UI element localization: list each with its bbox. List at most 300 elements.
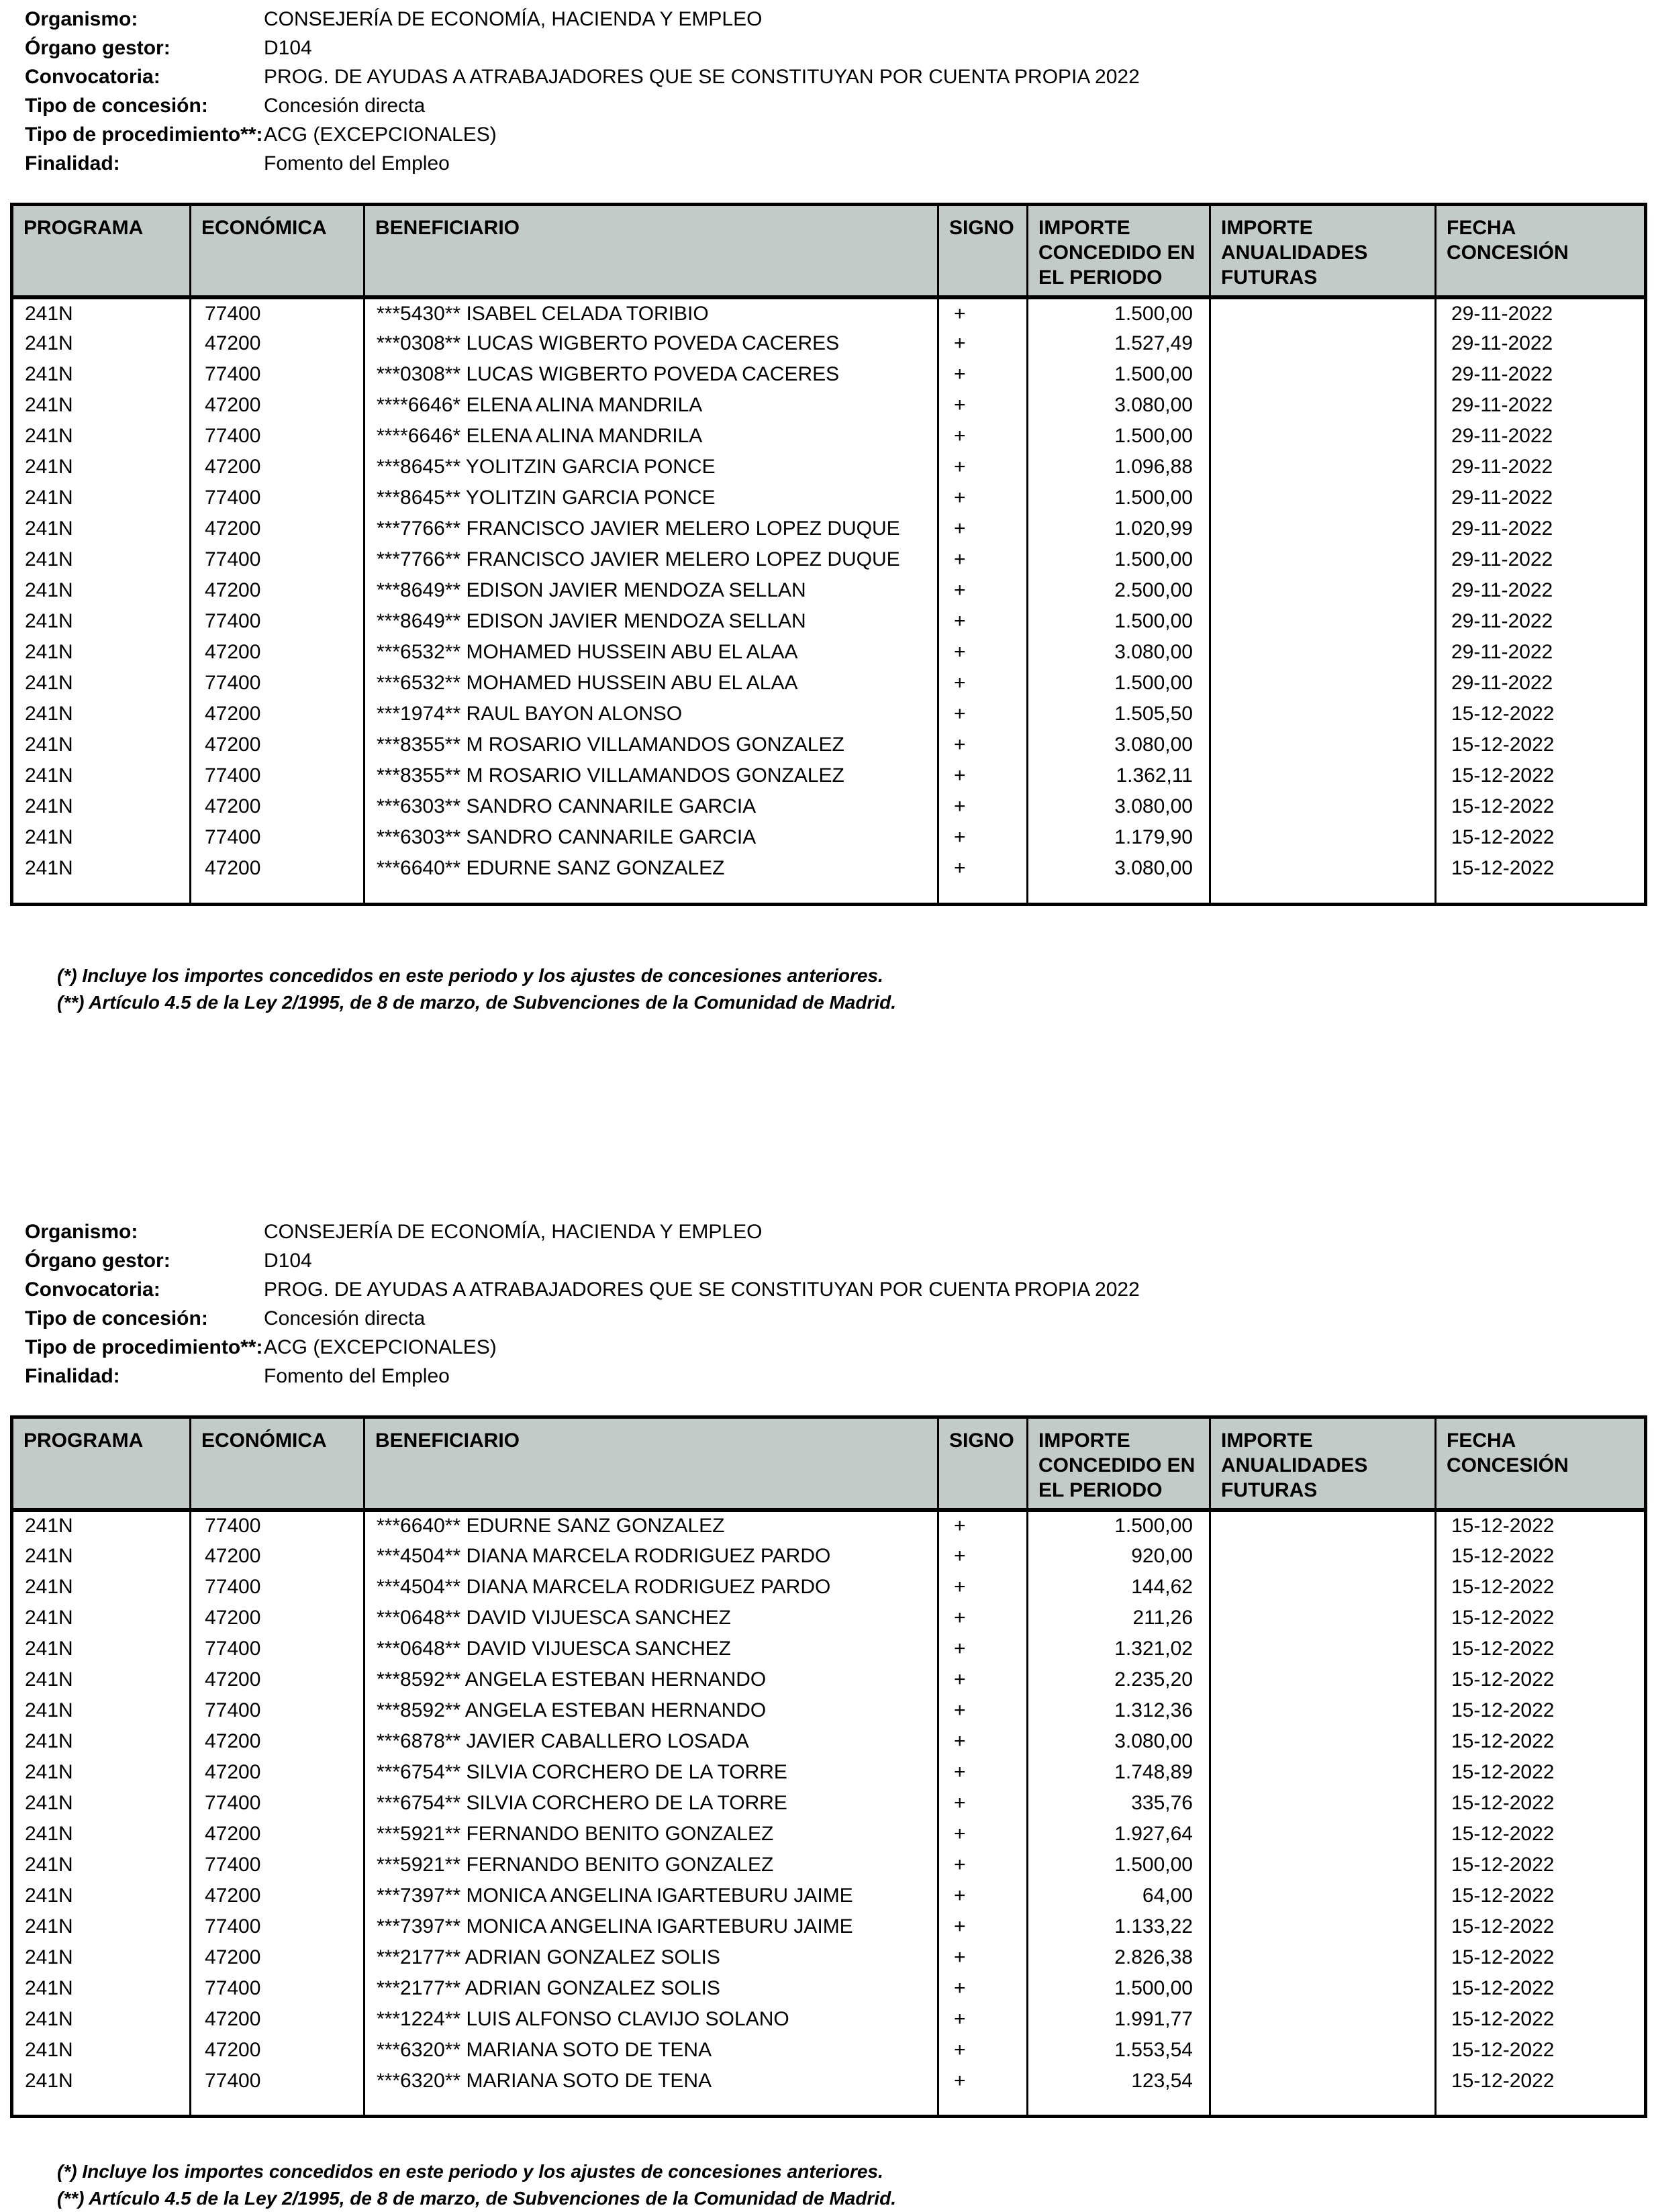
cell-economica: 77400 [191,1850,364,1880]
cell-importe-anualidades [1210,1695,1436,1726]
cell-programa: 241N [12,328,191,359]
cell-fecha-concesion: 15-12-2022 [1436,1633,1646,1664]
table-row [12,452,1646,483]
cell-economica: 47200 [191,699,364,730]
cell-importe-anualidades [1210,2004,1436,2035]
table-row [12,2035,1646,2066]
column-header-beneficiario: BENEFICIARIO [364,205,938,298]
cell-importe-anualidades [1210,359,1436,390]
cell-economica: 47200 [191,1603,364,1633]
table-row [12,1541,1646,1572]
cell-importe-concedido: 3.080,00 [1028,637,1210,668]
cell-beneficiario: ***7397** MONICA ANGELINA IGARTEBURU JAIME [364,1880,938,1911]
cell-programa: 241N [12,1510,191,1541]
cell-economica: 77400 [191,1572,364,1603]
column-header-importe-anualidades: IMPORTE ANUALIDADES FUTURAS [1210,205,1436,298]
table-row [12,359,1646,390]
cell-economica: 47200 [191,2004,364,2035]
cell-importe-anualidades [1210,1880,1436,1911]
cell-economica: 47200 [191,2035,364,2066]
cell-programa: 241N [12,1695,191,1726]
spacer-cell [364,2097,938,2117]
cell-importe-concedido: 64,00 [1028,1880,1210,1911]
info-value-organismo: CONSEJERÍA DE ECONOMÍA, HACIENDA Y EMPLEO [264,8,1654,31]
spacer-cell [12,884,191,904]
cell-importe-concedido: 1.500,00 [1028,359,1210,390]
footnote-double-asterisk: (**) Artículo 4.5 de la Ley 2/1995, de 8 de marzo, de Subvenciones de la Comunidad de Madrid. [57,2185,1654,2212]
cell-importe-anualidades [1210,699,1436,730]
info-row-organo-gestor [25,37,1654,66]
cell-fecha-concesion: 15-12-2022 [1436,822,1646,853]
footnotes [57,962,1654,1016]
info-value-tipo-concesion: Concesión directa [264,1307,1654,1330]
cell-economica: 77400 [191,1695,364,1726]
cell-importe-concedido: 1.321,02 [1028,1633,1210,1664]
table-row [12,606,1646,637]
table-row [12,1973,1646,2004]
cell-beneficiario: ***0648** DAVID VIJUESCA SANCHEZ [364,1633,938,1664]
spacer-cell [1210,2097,1436,2117]
cell-programa: 241N [12,1973,191,2004]
cell-beneficiario: ***6532** MOHAMED HUSSEIN ABU EL ALAA [364,637,938,668]
cell-signo: + [938,1541,1028,1572]
cell-signo: + [938,1973,1028,2004]
cell-importe-anualidades [1210,421,1436,452]
cell-importe-concedido: 144,62 [1028,1572,1210,1603]
info-row-organo-gestor [25,1250,1654,1278]
cell-importe-concedido: 1.096,88 [1028,452,1210,483]
cell-importe-concedido: 1.179,90 [1028,822,1210,853]
cell-beneficiario: ***8355** M ROSARIO VILLAMANDOS GONZALEZ [364,760,938,791]
footnote-double-asterisk: (**) Artículo 4.5 de la Ley 2/1995, de 8 de marzo, de Subvenciones de la Comunidad de Madrid. [57,989,1654,1016]
cell-importe-anualidades [1210,606,1436,637]
column-header-signo: SIGNO [938,205,1028,298]
cell-economica: 47200 [191,791,364,822]
spacer-cell [12,2097,191,2117]
column-header-fecha-concesion: FECHA CONCESIÓN [1436,1417,1646,1510]
info-label-tipo-procedimiento: Tipo de procedimiento**: [25,1336,264,1359]
cell-fecha-concesion: 15-12-2022 [1436,1819,1646,1850]
cell-signo: + [938,1911,1028,1942]
table-row [12,853,1646,884]
cell-fecha-concesion: 29-11-2022 [1436,390,1646,421]
cell-signo: + [938,513,1028,544]
info-value-finalidad: Fomento del Empleo [264,152,1654,175]
cell-beneficiario: ***6303** SANDRO CANNARILE GARCIA [364,822,938,853]
cell-fecha-concesion: 15-12-2022 [1436,1695,1646,1726]
cell-fecha-concesion: 15-12-2022 [1436,1757,1646,1788]
cell-importe-concedido: 1.527,49 [1028,328,1210,359]
cell-beneficiario: ***2177** ADRIAN GONZALEZ SOLIS [364,1973,938,2004]
info-row-tipo-concesion [25,1307,1654,1336]
cell-beneficiario: ***1224** LUIS ALFONSO CLAVIJO SOLANO [364,2004,938,2035]
cell-programa: 241N [12,2035,191,2066]
cell-economica: 47200 [191,1541,364,1572]
column-header-programa: PROGRAMA [12,1417,191,1510]
table-row [12,421,1646,452]
cell-fecha-concesion: 29-11-2022 [1436,575,1646,606]
cell-signo: + [938,1850,1028,1880]
cell-fecha-concesion: 29-11-2022 [1436,544,1646,575]
column-header-programa: PROGRAMA [12,205,191,298]
cell-signo: + [938,699,1028,730]
cell-importe-concedido: 1.500,00 [1028,1510,1210,1541]
table-row [12,730,1646,760]
cell-importe-concedido: 1.500,00 [1028,668,1210,699]
cell-importe-concedido: 1.553,54 [1028,2035,1210,2066]
spacer-cell [191,884,364,904]
cell-programa: 241N [12,452,191,483]
cell-signo: + [938,1788,1028,1819]
cell-signo: + [938,637,1028,668]
spacer-cell [1028,884,1210,904]
cell-signo: + [938,853,1028,884]
cell-importe-anualidades [1210,297,1436,328]
cell-fecha-concesion: 29-11-2022 [1436,328,1646,359]
cell-signo: + [938,1633,1028,1664]
cell-economica: 47200 [191,1664,364,1695]
cell-economica: 77400 [191,1973,364,2004]
cell-programa: 241N [12,1850,191,1880]
info-value-tipo-concesion: Concesión directa [264,95,1654,117]
cell-beneficiario: ***5430** ISABEL CELADA TORIBIO [364,297,938,328]
cell-economica: 47200 [191,328,364,359]
cell-importe-anualidades [1210,853,1436,884]
cell-signo: + [938,1510,1028,1541]
cell-beneficiario: ****6646* ELENA ALINA MANDRILA [364,421,938,452]
cell-beneficiario: ***4504** DIANA MARCELA RODRIGUEZ PARDO [364,1541,938,1572]
cell-beneficiario: ***6640** EDURNE SANZ GONZALEZ [364,1510,938,1541]
info-label-finalidad: Finalidad: [25,1365,264,1388]
cell-fecha-concesion: 29-11-2022 [1436,668,1646,699]
cell-signo: + [938,390,1028,421]
cell-beneficiario: ***2177** ADRIAN GONZALEZ SOLIS [364,1942,938,1973]
cell-signo: + [938,1572,1028,1603]
info-label-convocatoria: Convocatoria: [25,66,264,89]
column-header-importe-concedido: IMPORTE CONCEDIDO EN EL PERIODO [1028,1417,1210,1510]
cell-importe-anualidades [1210,328,1436,359]
cell-fecha-concesion: 29-11-2022 [1436,421,1646,452]
cell-importe-concedido: 1.312,36 [1028,1695,1210,1726]
cell-programa: 241N [12,575,191,606]
cell-economica: 77400 [191,483,364,513]
cell-beneficiario: ***6640** EDURNE SANZ GONZALEZ [364,853,938,884]
cell-signo: + [938,1603,1028,1633]
cell-fecha-concesion: 15-12-2022 [1436,1911,1646,1942]
cell-beneficiario: ***7397** MONICA ANGELINA IGARTEBURU JAIME [364,1911,938,1942]
cell-fecha-concesion: 15-12-2022 [1436,1788,1646,1819]
cell-programa: 241N [12,1572,191,1603]
cell-importe-concedido: 1.500,00 [1028,421,1210,452]
spacer-cell [1210,884,1436,904]
cell-programa: 241N [12,822,191,853]
cell-programa: 241N [12,760,191,791]
cell-economica: 47200 [191,575,364,606]
info-value-convocatoria: PROG. DE AYUDAS A ATRABAJADORES QUE SE CONSTITUYAN POR CUENTA PROPIA 2022 [264,1278,1654,1301]
cell-economica: 77400 [191,1788,364,1819]
table-row [12,699,1646,730]
column-header-beneficiario: BENEFICIARIO [364,1417,938,1510]
cell-beneficiario: ***0308** LUCAS WIGBERTO POVEDA CACERES [364,328,938,359]
table-row [12,791,1646,822]
cell-signo: + [938,328,1028,359]
column-header-importe-anualidades: IMPORTE ANUALIDADES FUTURAS [1210,1417,1436,1510]
cell-importe-concedido: 1.500,00 [1028,544,1210,575]
cell-importe-anualidades [1210,637,1436,668]
table-row [12,297,1646,328]
cell-importe-concedido: 1.991,77 [1028,2004,1210,2035]
info-value-tipo-procedimiento: ACG (EXCEPCIONALES) [264,123,1654,146]
cell-signo: + [938,1819,1028,1850]
cell-economica: 47200 [191,1942,364,1973]
cell-signo: + [938,1942,1028,1973]
cell-programa: 241N [12,1911,191,1942]
footnote-single-asterisk: (*) Incluye los importes concedidos en este periodo y los ajustes de concesiones anteriores. [57,2158,1654,2185]
cell-signo: + [938,668,1028,699]
table-row [12,1633,1646,1664]
cell-programa: 241N [12,1541,191,1572]
cell-importe-anualidades [1210,513,1436,544]
cell-fecha-concesion: 15-12-2022 [1436,1664,1646,1695]
cell-signo: + [938,2066,1028,2097]
info-label-organismo: Organismo: [25,1221,264,1244]
table-row [12,2066,1646,2097]
cell-importe-concedido: 1.500,00 [1028,297,1210,328]
cell-importe-anualidades [1210,1664,1436,1695]
cell-signo: + [938,297,1028,328]
cell-importe-anualidades [1210,2066,1436,2097]
cell-economica: 47200 [191,390,364,421]
cell-fecha-concesion: 29-11-2022 [1436,297,1646,328]
cell-programa: 241N [12,1664,191,1695]
cell-fecha-concesion: 15-12-2022 [1436,853,1646,884]
cell-importe-anualidades [1210,1788,1436,1819]
cell-signo: + [938,822,1028,853]
table-row [12,637,1646,668]
footnotes [57,2158,1654,2212]
cell-importe-anualidades [1210,1973,1436,2004]
cell-fecha-concesion: 15-12-2022 [1436,760,1646,791]
cell-beneficiario: ***1974** RAUL BAYON ALONSO [364,699,938,730]
cell-importe-concedido: 1.927,64 [1028,1819,1210,1850]
cell-beneficiario: ***8649** EDISON JAVIER MENDOZA SELLAN [364,575,938,606]
cell-programa: 241N [12,1633,191,1664]
spacer-cell [1436,2097,1646,2117]
table-row [12,513,1646,544]
cell-economica: 77400 [191,1911,364,1942]
table-row [12,1880,1646,1911]
spacer-cell [1436,884,1646,904]
table-row [12,390,1646,421]
column-header-signo: SIGNO [938,1417,1028,1510]
cell-importe-concedido: 123,54 [1028,2066,1210,2097]
table-row [12,668,1646,699]
cell-beneficiario: ***6320** MARIANA SOTO DE TENA [364,2066,938,2097]
cell-signo: + [938,1695,1028,1726]
cell-importe-concedido: 211,26 [1028,1603,1210,1633]
cell-beneficiario: ***8355** M ROSARIO VILLAMANDOS GONZALEZ [364,730,938,760]
cell-signo: + [938,1880,1028,1911]
cell-signo: + [938,359,1028,390]
table-row [12,1757,1646,1788]
cell-importe-concedido: 1.500,00 [1028,606,1210,637]
cell-importe-anualidades [1210,544,1436,575]
cell-importe-concedido: 1.500,00 [1028,1973,1210,2004]
cell-importe-concedido: 335,76 [1028,1788,1210,1819]
spacer-cell [938,2097,1028,2117]
cell-programa: 241N [12,421,191,452]
cell-signo: + [938,1664,1028,1695]
cell-importe-anualidades [1210,390,1436,421]
cell-signo: + [938,791,1028,822]
cell-importe-anualidades [1210,1541,1436,1572]
cell-importe-concedido: 2.235,20 [1028,1664,1210,1695]
cell-beneficiario: ***8645** YOLITZIN GARCIA PONCE [364,452,938,483]
cell-economica: 77400 [191,544,364,575]
cell-fecha-concesion: 15-12-2022 [1436,2035,1646,2066]
cell-beneficiario: ***4504** DIANA MARCELA RODRIGUEZ PARDO [364,1572,938,1603]
cell-economica: 77400 [191,822,364,853]
table-row [12,544,1646,575]
cell-fecha-concesion: 29-11-2022 [1436,359,1646,390]
info-label-finalidad: Finalidad: [25,152,264,175]
cell-signo: + [938,2035,1028,2066]
cell-beneficiario: ****6646* ELENA ALINA MANDRILA [364,390,938,421]
cell-importe-anualidades [1210,791,1436,822]
cell-signo: + [938,575,1028,606]
info-label-organo-gestor: Órgano gestor: [25,1250,264,1272]
table-header-row [12,1417,1646,1510]
cell-beneficiario: ***6532** MOHAMED HUSSEIN ABU EL ALAA [364,668,938,699]
column-header-fecha-concesion: FECHA CONCESIÓN [1436,205,1646,298]
cell-beneficiario: ***6303** SANDRO CANNARILE GARCIA [364,791,938,822]
cell-signo: + [938,1757,1028,1788]
cell-fecha-concesion: 15-12-2022 [1436,1726,1646,1757]
info-row-tipo-concesion [25,95,1654,123]
cell-importe-anualidades [1210,760,1436,791]
cell-importe-anualidades [1210,730,1436,760]
cell-importe-anualidades [1210,1603,1436,1633]
cell-economica: 77400 [191,606,364,637]
cell-economica: 47200 [191,513,364,544]
cell-importe-anualidades [1210,1572,1436,1603]
cell-programa: 241N [12,791,191,822]
cell-beneficiario: ***6878** JAVIER CABALLERO LOSADA [364,1726,938,1757]
cell-programa: 241N [12,1788,191,1819]
cell-beneficiario: ***6754** SILVIA CORCHERO DE LA TORRE [364,1788,938,1819]
cell-economica: 77400 [191,297,364,328]
cell-fecha-concesion: 29-11-2022 [1436,513,1646,544]
cell-importe-concedido: 1.362,11 [1028,760,1210,791]
cell-signo: + [938,1726,1028,1757]
cell-fecha-concesion: 29-11-2022 [1436,483,1646,513]
cell-importe-concedido: 3.080,00 [1028,1726,1210,1757]
cell-fecha-concesion: 15-12-2022 [1436,2004,1646,2035]
cell-programa: 241N [12,483,191,513]
cell-importe-concedido: 2.826,38 [1028,1942,1210,1973]
cell-importe-anualidades [1210,1726,1436,1757]
cell-signo: + [938,2004,1028,2035]
cell-programa: 241N [12,390,191,421]
cell-importe-anualidades [1210,483,1436,513]
cell-signo: + [938,730,1028,760]
spacer-cell [1028,2097,1210,2117]
cell-beneficiario: ***0648** DAVID VIJUESCA SANCHEZ [364,1603,938,1633]
cell-programa: 241N [12,730,191,760]
cell-importe-concedido: 920,00 [1028,1541,1210,1572]
info-row-finalidad [25,152,1654,181]
info-label-convocatoria: Convocatoria: [25,1278,264,1301]
cell-beneficiario: ***6754** SILVIA CORCHERO DE LA TORRE [364,1757,938,1788]
info-row-organismo [25,8,1654,37]
cell-importe-anualidades [1210,1510,1436,1541]
cell-programa: 241N [12,297,191,328]
cell-importe-anualidades [1210,1850,1436,1880]
cell-programa: 241N [12,1880,191,1911]
cell-programa: 241N [12,513,191,544]
table-row [12,1572,1646,1603]
cell-programa: 241N [12,1603,191,1633]
info-row-convocatoria [25,1278,1654,1307]
cell-beneficiario: ***8592** ANGELA ESTEBAN HERNANDO [364,1664,938,1695]
table-row [12,1819,1646,1850]
table-row [12,822,1646,853]
cell-programa: 241N [12,359,191,390]
cell-programa: 241N [12,1819,191,1850]
cell-programa: 241N [12,1726,191,1757]
cell-economica: 47200 [191,637,364,668]
cell-programa: 241N [12,1757,191,1788]
cell-signo: + [938,483,1028,513]
table-row [12,1911,1646,1942]
info-row-organismo [25,1221,1654,1250]
cell-fecha-concesion: 15-12-2022 [1436,1850,1646,1880]
table-row [12,1788,1646,1819]
cell-economica: 77400 [191,1510,364,1541]
cell-programa: 241N [12,2066,191,2097]
cell-importe-concedido: 1.505,50 [1028,699,1210,730]
spacer-cell [364,884,938,904]
grants-table-2 [10,1415,1647,2119]
cell-beneficiario: ***8645** YOLITZIN GARCIA PONCE [364,483,938,513]
cell-economica: 47200 [191,853,364,884]
cell-fecha-concesion: 15-12-2022 [1436,730,1646,760]
info-value-tipo-procedimiento: ACG (EXCEPCIONALES) [264,1336,1654,1359]
table-row [12,1850,1646,1880]
cell-fecha-concesion: 15-12-2022 [1436,1572,1646,1603]
cell-beneficiario: ***7766** FRANCISCO JAVIER MELERO LOPEZ DUQUE [364,544,938,575]
cell-importe-concedido: 3.080,00 [1028,390,1210,421]
cell-fecha-concesion: 15-12-2022 [1436,1973,1646,2004]
cell-fecha-concesion: 29-11-2022 [1436,637,1646,668]
cell-importe-concedido: 1.500,00 [1028,483,1210,513]
info-row-convocatoria [25,66,1654,95]
table-row [12,483,1646,513]
cell-importe-concedido: 2.500,00 [1028,575,1210,606]
table-row [12,1942,1646,1973]
cell-beneficiario: ***5921** FERNANDO BENITO GONZALEZ [364,1850,938,1880]
cell-signo: + [938,760,1028,791]
cell-economica: 47200 [191,1757,364,1788]
column-header-economica: ECONÓMICA [191,1417,364,1510]
cell-importe-anualidades [1210,1911,1436,1942]
cell-economica: 47200 [191,730,364,760]
cell-programa: 241N [12,2004,191,2035]
cell-importe-concedido: 1.748,89 [1028,1757,1210,1788]
info-value-organo-gestor: D104 [264,37,1654,60]
cell-fecha-concesion: 15-12-2022 [1436,791,1646,822]
footnote-single-asterisk: (*) Incluye los importes concedidos en este periodo y los ajustes de concesiones anteriores. [57,962,1654,989]
